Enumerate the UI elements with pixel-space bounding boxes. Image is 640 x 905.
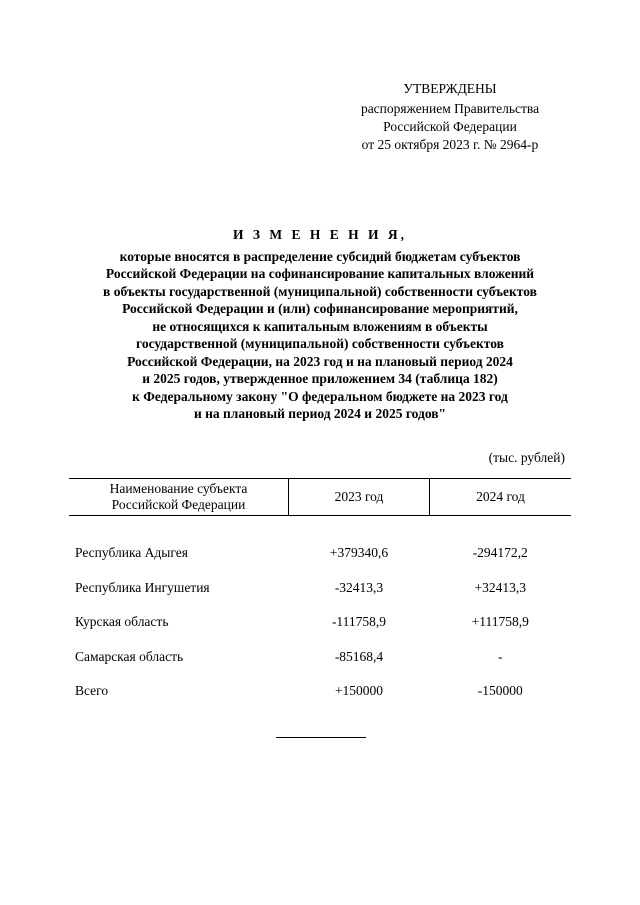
- total-label: Всего: [75, 683, 109, 699]
- title-line: Российской Федерации, на 2023 год и на плановый период 2024: [127, 353, 513, 369]
- table-row: [69, 605, 571, 640]
- title-line: государственной (муниципальной) собственности субъектов: [136, 336, 504, 351]
- value-2024: -294172,2: [472, 545, 528, 561]
- title-line: Российской Федерации на софинансирование капитальных вложений: [105, 266, 535, 281]
- approval-line: Российской Федерации: [383, 119, 517, 134]
- header-2024: 2024 год: [430, 479, 572, 516]
- units-label: (тыс. рублей): [488, 450, 565, 465]
- header-2023: 2023 год: [289, 479, 430, 516]
- title-line: не относящихся к капитальным вложениям в объекты: [152, 318, 488, 334]
- value-2024: -: [498, 648, 503, 664]
- header-name: [69, 479, 289, 516]
- approval-block: [330, 80, 570, 154]
- title-caps: И З М Е Н Е Н И Я,: [232, 227, 407, 242]
- document-title: [60, 226, 580, 423]
- title-line: которые вносятся в распределение субсидий бюджетам субъектов: [119, 248, 521, 264]
- approval-heading: УТВЕРЖДЕНЫ: [403, 81, 497, 96]
- value-2023: -111758,9: [331, 614, 387, 630]
- title-line: в объекты государственной (муниципальной) собственности субъектов: [103, 283, 537, 299]
- value-2024: +32413,3: [474, 579, 526, 595]
- table-row-total: [69, 674, 571, 709]
- title-line: и 2025 годов, утвержденное приложением 34 (таблица 182): [142, 371, 498, 386]
- value-2023: -85168,4: [334, 648, 384, 664]
- title-line: и на плановый период 2024 и 2025 годов": [193, 406, 447, 421]
- subsidy-table: [69, 478, 571, 709]
- table-header-row: [69, 479, 571, 516]
- header-name-line: Наименование субъекта: [109, 481, 248, 496]
- region-name: Самарская область: [75, 648, 184, 664]
- table-row: [69, 516, 571, 571]
- title-line: к Федеральному закону "О федеральном бюджете на 2023 год: [132, 388, 508, 404]
- region-name: Курская область: [75, 614, 169, 630]
- table-row: [69, 571, 571, 606]
- table-row: [69, 640, 571, 675]
- total-2023: +150000: [334, 683, 384, 699]
- value-2023: -32413,3: [334, 579, 384, 595]
- region-name: Республика Ингушетия: [75, 579, 210, 595]
- approval-line: распоряжением Правительства: [360, 101, 540, 116]
- header-name-line: Российской Федерации: [111, 497, 246, 512]
- title-line: Российской Федерации и (или) софинансирование мероприятий,: [122, 301, 518, 316]
- closing-divider: [276, 737, 366, 738]
- value-2024: +111758,9: [471, 614, 529, 630]
- total-2024: -150000: [477, 683, 523, 699]
- value-2023: +379340,6: [329, 545, 389, 561]
- region-name: Республика Адыгея: [75, 545, 188, 561]
- approval-line: от 25 октября 2023 г. № 2964-р: [361, 137, 539, 152]
